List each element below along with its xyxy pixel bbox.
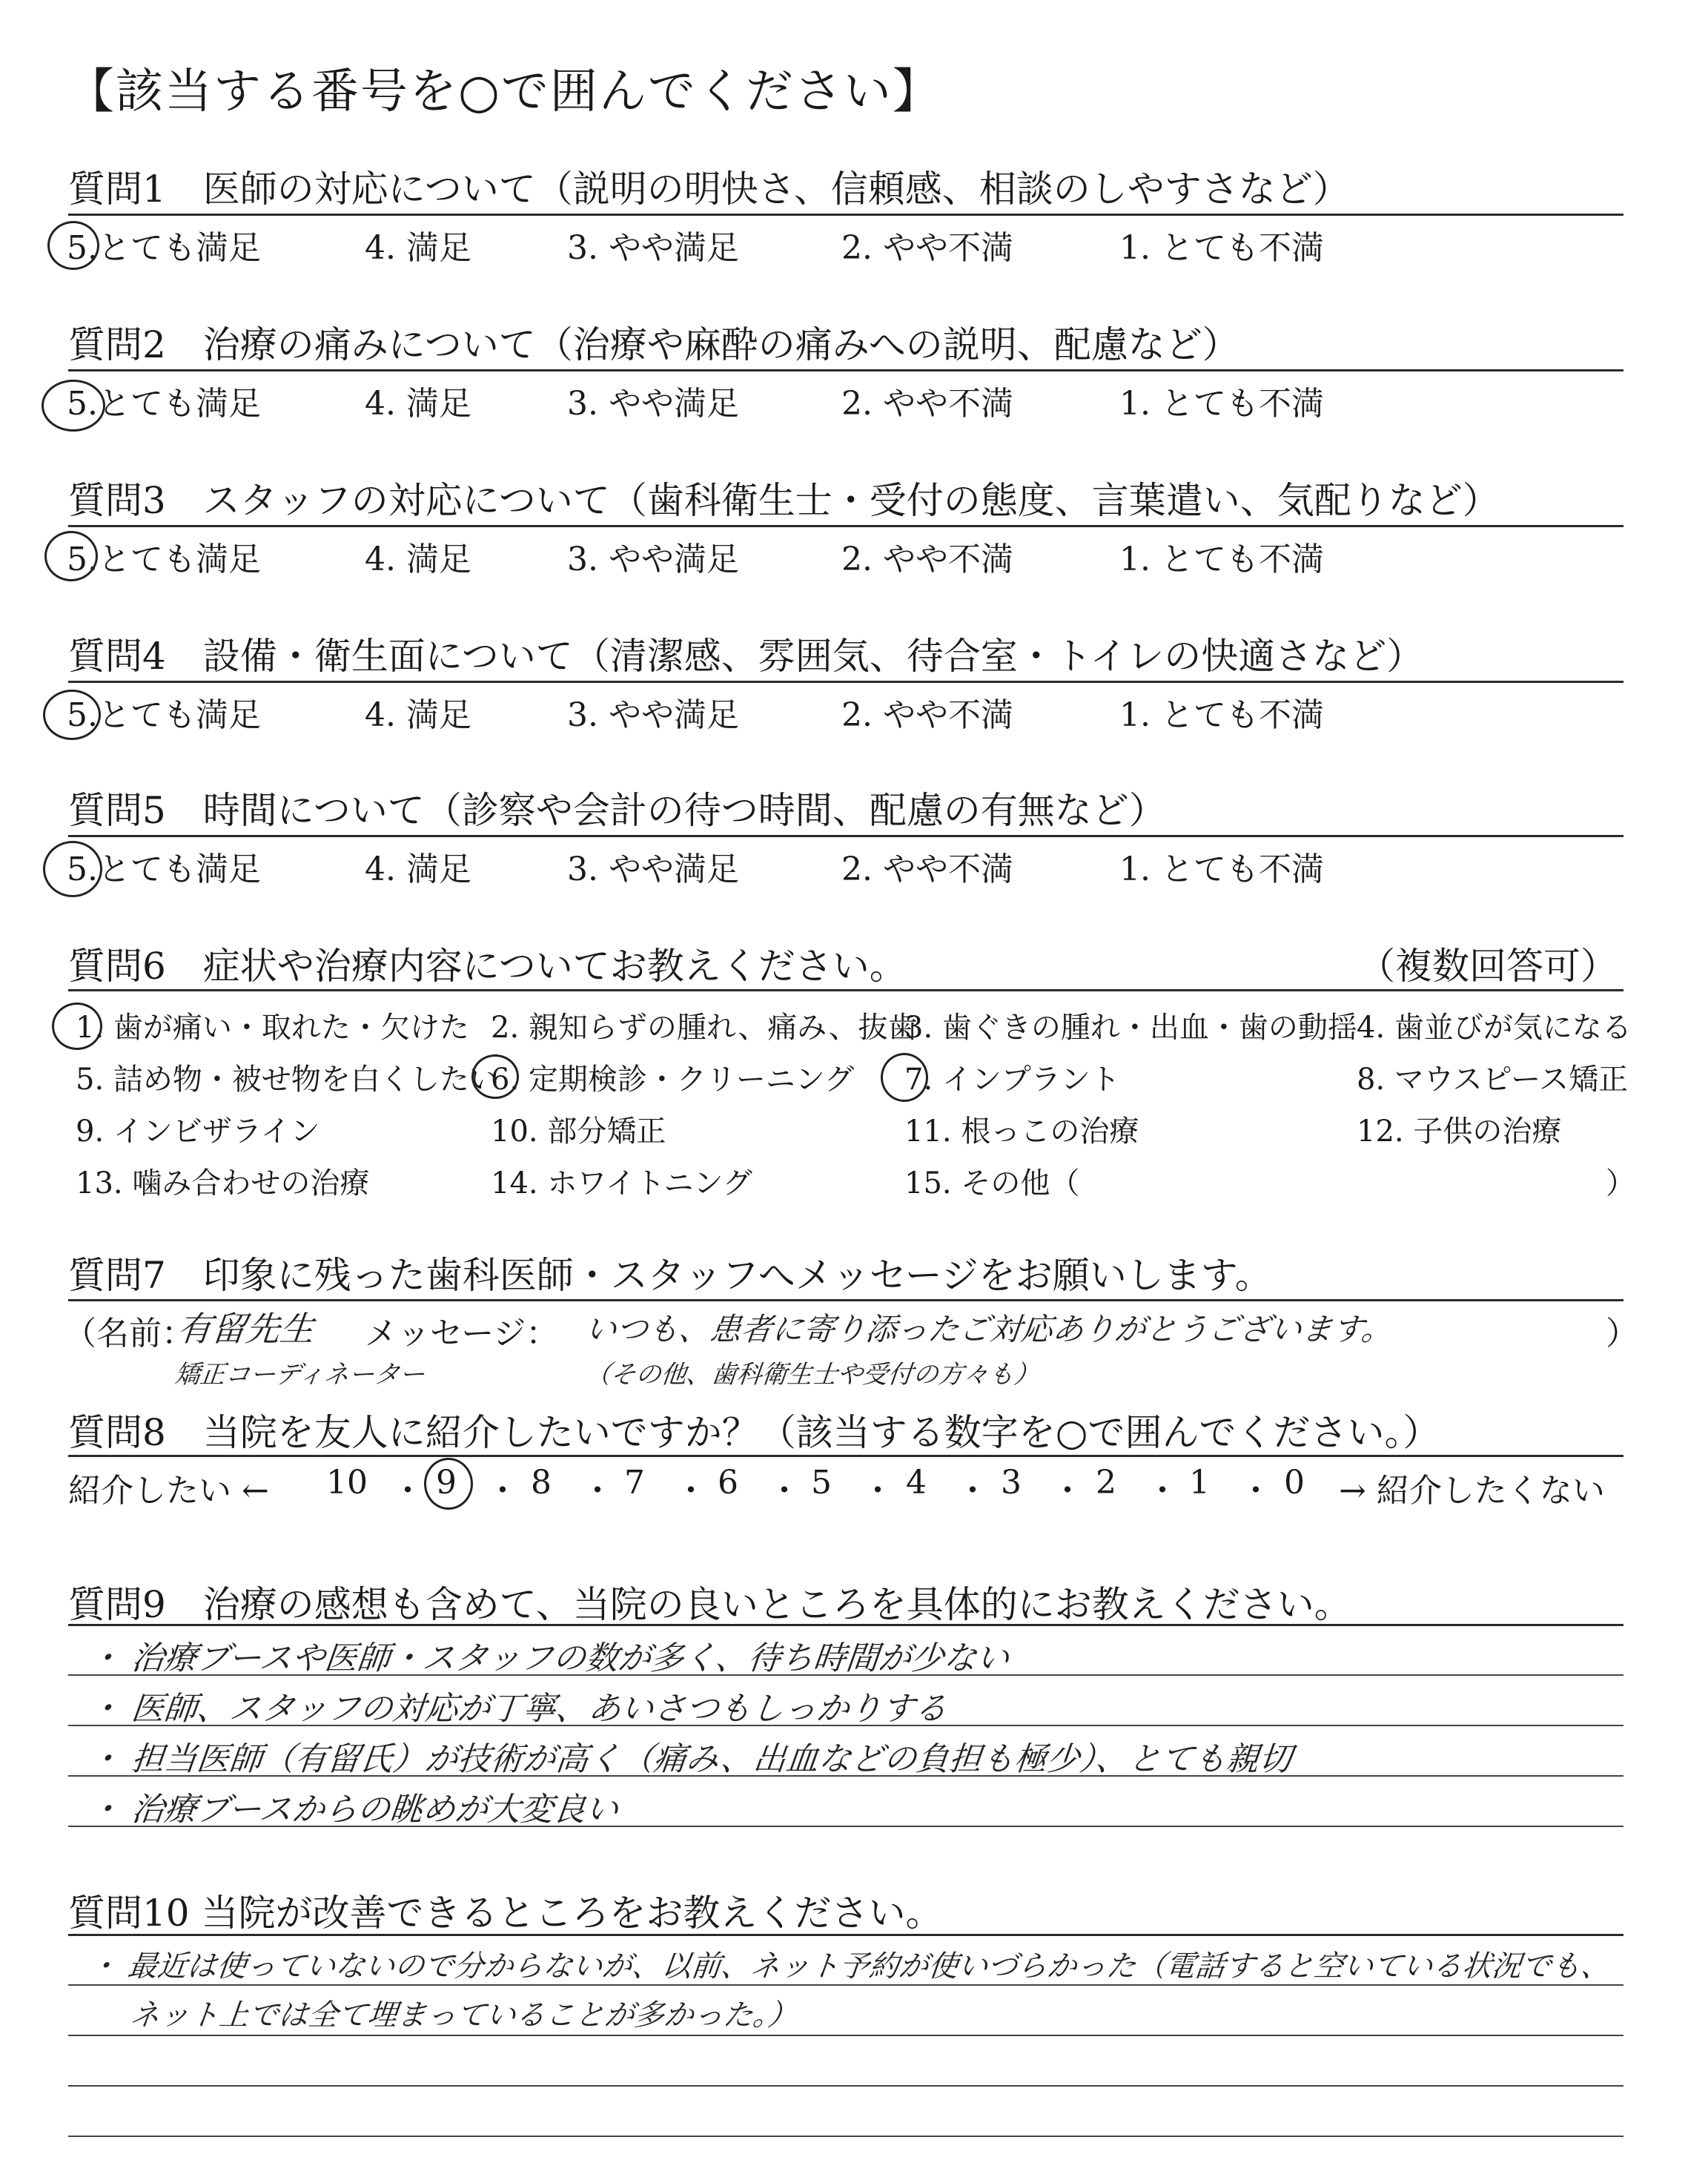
q7-close-paren: ）: [1606, 1315, 1638, 1353]
q6-option-8[interactable]: 8. マウスピース矯正: [1357, 1063, 1629, 1097]
q6-rule: [68, 989, 1623, 991]
q8-scale-1[interactable]: 1: [1189, 1464, 1210, 1502]
q6-selection-circle-6: [471, 1054, 519, 1099]
q2-heading: 質問2 治療の痛みについて（治療や麻酔の痛みへの説明、配慮など）: [68, 323, 1239, 366]
q6-selection-circle-1: [52, 1003, 102, 1050]
q9-answer-line: [68, 1674, 1623, 1676]
q1-option-2[interactable]: 2. やや不満: [841, 229, 1013, 267]
q8-scale-9[interactable]: 9: [436, 1464, 457, 1502]
q8-scale-dot: ・: [861, 1472, 894, 1510]
q8-scale-8[interactable]: 8: [531, 1464, 552, 1502]
q5-rule: [68, 835, 1623, 837]
q8-scale-dot: ・: [1051, 1472, 1084, 1510]
q10-answer-2: ネット上では全て埋まっていることが多かった。）: [128, 1998, 800, 2032]
q4-heading: 質問4 設備・衛生面について（清潔感、雰囲気、待合室・トイレの快適さなど）: [68, 635, 1424, 678]
q9-answer-1: ・ 治療ブースや医師・スタッフの数が多く、待ち時間が少ない: [86, 1639, 1011, 1677]
q9-answer-3: ・ 担当医師（有留氏）が技術が高く（痛み、出血などの負担も極少）、とても親切: [86, 1740, 1294, 1778]
q10-heading: 質問10 当院が改善できるところをお教えください。: [68, 1892, 943, 1935]
q8-scale-3[interactable]: 3: [1001, 1464, 1022, 1502]
q6-heading: 質問6 症状や治療内容についてお教えください。: [68, 945, 907, 988]
q4-option-5[interactable]: 5.とても満足: [67, 696, 261, 734]
q2-option-4[interactable]: 4. 満足: [365, 385, 471, 423]
q9-answer-line: [68, 1826, 1623, 1827]
q4-rule: [68, 681, 1623, 683]
q4-option-2[interactable]: 2. やや不満: [841, 696, 1013, 734]
q1-option-4[interactable]: 4. 満足: [365, 229, 471, 267]
q3-option-2[interactable]: 2. やや不満: [841, 541, 1013, 578]
q8-heading: 質問8 当院を友人に紹介したいですか？（該当する数字を○で囲んでください。）: [68, 1411, 1440, 1454]
q7-name-value: 有留先生: [175, 1309, 317, 1349]
q9-answer-4: ・ 治療ブースからの眺めが大変良い: [86, 1791, 620, 1829]
q8-scale-dot: ・: [675, 1472, 707, 1510]
q1-option-3[interactable]: 3. やや満足: [567, 229, 739, 267]
q8-scale-dot: ・: [391, 1472, 424, 1510]
q5-selection-circle: [43, 841, 102, 897]
q8-scale-dot: ・: [1146, 1472, 1179, 1510]
q8-scale-10[interactable]: 10: [326, 1464, 368, 1502]
q6-option-3[interactable]: 3. 歯ぐきの腫れ・出血・歯の動揺: [904, 1011, 1357, 1045]
q9-heading: 質問9 治療の感想も含めて、当院の良いところを具体的にお教えください。: [68, 1583, 1351, 1626]
q8-selection-circle: [424, 1458, 473, 1510]
q2-rule: [68, 369, 1623, 371]
q6-option-7[interactable]: 7. インプラント: [904, 1063, 1120, 1097]
q6-selection-circle-7: [881, 1053, 928, 1102]
q3-option-1[interactable]: 1. とても不満: [1119, 541, 1324, 578]
q7-name-label: （名前：: [64, 1315, 194, 1353]
q7-heading: 質問7 印象に残った歯科医師・スタッフへメッセージをお願いします。: [68, 1254, 1272, 1297]
q6-option-4[interactable]: 4. 歯並びが気になる: [1357, 1011, 1632, 1045]
q3-option-4[interactable]: 4. 満足: [365, 541, 471, 578]
q5-heading: 質問5 時間について（診察や会計の待つ時間、配慮の有無など）: [68, 789, 1166, 832]
q1-heading: 質問1 医師の対応について（説明の明快さ、信頼感、相談のしやすさなど）: [68, 168, 1350, 211]
page-title: 【該当する番号を○で囲んでください】: [67, 65, 941, 119]
q8-scale-4[interactable]: 4: [906, 1464, 927, 1502]
q10-answer-line: [68, 1984, 1623, 1986]
q5-option-3[interactable]: 3. やや満足: [567, 851, 739, 888]
q6-option-10[interactable]: 10. 部分矯正: [491, 1114, 666, 1149]
q6-option-14[interactable]: 14. ホワイトニング: [491, 1166, 752, 1200]
q6-option-5[interactable]: 5. 詰め物・被せ物を白くしたい: [76, 1063, 499, 1097]
q9-answer-2: ・ 医師、スタッフの対応が丁寧、あいさつもしっかりする: [86, 1690, 950, 1728]
q2-option-5[interactable]: 5.とても満足: [67, 385, 261, 423]
q8-scale-dot: ・: [956, 1472, 989, 1510]
q4-option-4[interactable]: 4. 満足: [365, 696, 471, 734]
q7-message-label: メッセージ：: [365, 1315, 559, 1353]
q6-note: （複数回答可）: [1358, 945, 1618, 988]
q3-heading: 質問3 スタッフの対応について（歯科衛生士・受付の態度、言葉遣い、気配りなど）: [68, 479, 1500, 522]
q5-option-5[interactable]: 5.とても満足: [67, 851, 261, 888]
q7-rule: [68, 1299, 1623, 1301]
q1-selection-circle: [47, 221, 99, 270]
q6-option-13[interactable]: 13. 噛み合わせの治療: [76, 1166, 370, 1200]
q6-option-1[interactable]: 1. 歯が痛い・取れた・欠けた: [76, 1011, 469, 1045]
q8-scale-0[interactable]: 0: [1284, 1464, 1305, 1502]
q6-option-15-close: ）: [1606, 1166, 1635, 1200]
q8-right-label: → 紹介したくない: [1339, 1472, 1605, 1510]
q8-scale-dot: ・: [768, 1472, 801, 1510]
q9-answer-line: [68, 1725, 1623, 1726]
q10-rule: [68, 1934, 1623, 1936]
q4-option-1[interactable]: 1. とても不満: [1119, 696, 1324, 734]
q7-name-sub: 矯正コーディネーター: [173, 1360, 427, 1390]
q4-selection-circle: [43, 690, 101, 740]
q5-option-1[interactable]: 1. とても不満: [1119, 851, 1324, 888]
q2-selection-circle: [42, 380, 105, 432]
q2-option-1[interactable]: 1. とても不満: [1119, 385, 1324, 423]
q2-option-3[interactable]: 3. やや満足: [567, 385, 739, 423]
q3-selection-circle: [44, 531, 98, 581]
q3-option-3[interactable]: 3. やや満足: [567, 541, 739, 578]
q6-option-12[interactable]: 12. 子供の治療: [1357, 1114, 1562, 1149]
q8-scale-dot: ・: [486, 1472, 519, 1510]
q3-rule: [68, 525, 1623, 527]
q6-option-11[interactable]: 11. 根っこの治療: [904, 1114, 1139, 1149]
q6-option-2[interactable]: 2. 親知らずの腫れ、痛み、抜歯: [491, 1011, 918, 1045]
q1-option-5[interactable]: 5.とても満足: [67, 229, 261, 267]
q8-scale-5[interactable]: 5: [811, 1464, 832, 1502]
q10-answer-line: [68, 2136, 1623, 2137]
q8-scale-7[interactable]: 7: [624, 1464, 645, 1502]
q8-left-label: 紹介したい ←: [68, 1472, 269, 1510]
q1-option-1[interactable]: 1. とても不満: [1119, 229, 1324, 267]
q7-message-value: いつも、患者に寄り添ったご対応ありがとうございます。: [583, 1311, 1394, 1347]
q9-rule: [68, 1624, 1623, 1626]
q7-message-sub: （その他、歯科衛生士や受付の方々も）: [583, 1360, 1041, 1390]
q10-answer-line: [68, 2035, 1623, 2036]
q8-scale-dot: ・: [581, 1472, 614, 1510]
q9-answer-line: [68, 1775, 1623, 1777]
q8-scale-2[interactable]: 2: [1096, 1464, 1116, 1502]
q5-option-2[interactable]: 2. やや不満: [841, 851, 1013, 888]
q8-rule: [68, 1455, 1623, 1457]
q2-option-2[interactable]: 2. やや不満: [841, 385, 1013, 423]
q8-scale-dot: ・: [1239, 1472, 1272, 1510]
q4-option-3[interactable]: 3. やや満足: [567, 696, 739, 734]
q10-answer-line: [68, 2085, 1623, 2087]
q6-option-9[interactable]: 9. インビザライン: [76, 1114, 320, 1149]
q1-rule: [68, 214, 1623, 216]
q5-option-4[interactable]: 4. 満足: [365, 851, 471, 888]
q3-option-5[interactable]: 5.とても満足: [67, 541, 261, 578]
q8-scale-6[interactable]: 6: [718, 1464, 738, 1502]
q6-option-6[interactable]: 6. 定期検診・クリーニング: [491, 1063, 855, 1097]
q10-answer-1: ・ 最近は使っていないので分からないが、以前、ネット予約が使いづらかった（電話すると空いている状況でも、: [87, 1949, 1612, 1984]
q6-option-15[interactable]: 15. その他（: [904, 1166, 1080, 1200]
